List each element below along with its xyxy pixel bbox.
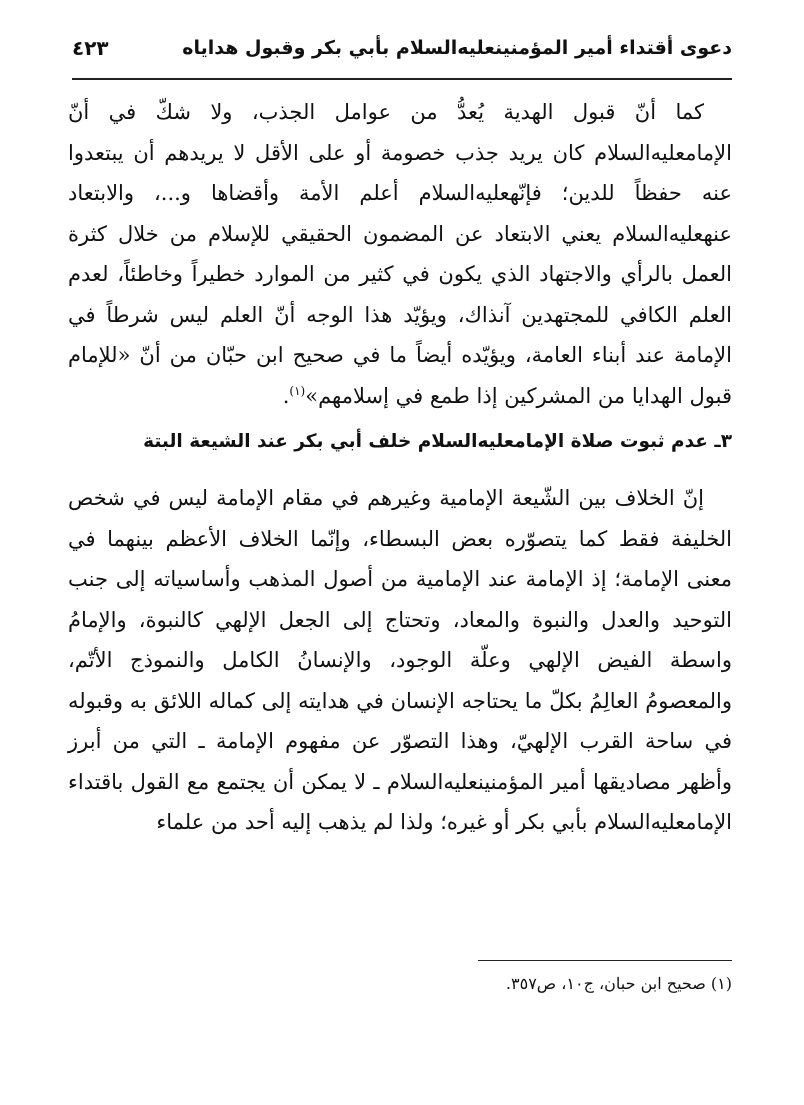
paragraph-1-text: كما أنّ قبول الهدية يُعدُّ من عوامل الجذب، ولا شكّ في أنّ الإمامعليه‌السلام كان يريد جذب خصومة أو على الأقل لا يريدهم أن يبتعدوا عنه حفظاً للدين؛ فإنّهعليه‌السلام أعلم الأمة وأقضاها و...، والابتعاد عنهعليه‌السلام يعني الابتعاد عن المضمون الحقيقي للإسلام من خلال كثرة العمل بالرأي والاجتهاد الذي يكون في كثير من الموارد خطيراً وخاطئاً، لعدم العلم الكافي للمجتهدين آنذاك، ويؤيّد هذا الوجه أنّ العلم ليس شرطاً في الإمامة عند أبناء العامة، ويؤيّده أيضاً ما في صحيح ابن حبّان من أنّ «للإمام قبول الهدايا من المشركين إذا طمع في إسلامهم» xyxy=(68,100,732,408)
paragraph-1 xyxy=(68,92,732,416)
main-text xyxy=(68,92,732,843)
footnote-divider xyxy=(478,960,732,961)
running-title: دعوى أقتداء أمير المؤمنينعليه‌السلام بأبي بكر وقبول هداياه xyxy=(182,37,732,59)
section-heading: ٣ـ عدم ثبوت صلاة الإمامعليه‌السلام خلف أبي بكر عند الشيعة البتة xyxy=(143,431,732,452)
header-divider xyxy=(72,78,732,80)
paragraph-2: إنّ الخلاف بين الشّيعة الإمامية وغيرهم في مقام الإمامة ليس في شخص الخليفة فقط كما يتصوّره بعض البسطاء، وإنّما الخلاف الأعظم بينهما في معنى الإمامة؛ إذ الإمامة عند الإمامية من أصول المذهب وأساسياته إلى جنب التوحيد والعدل والنبوة والمعاد، وتحتاج إلى الجعل الإلهي كالنبوة، والإمامُ واسطة الفيض الإلهي وعلّة الوجود، والإنسانُ الكامل والنموذج الأتّم، والمعصومُ العالِمُ بكلّ ما يحتاجه الإنسان في هدايته إلى كماله اللائق به وقبوله في ساحة القرب الإلهيّ، وهذا التصوّر عن مفهوم الإمامة ـ التي من أبرز وأظهر مصاديقها أمير المؤمنينعليه‌السلام ـ لا يمكن أن يجتمع مع القول باقتداء الإمامعليه‌السلام بأبي بكر أو غيره؛ ولذا لم يذهب إليه أحد من علماء xyxy=(68,486,732,834)
running-header xyxy=(72,28,732,68)
page-number: ٤٢٣ xyxy=(72,36,109,60)
paragraph-1-end: . xyxy=(282,383,290,408)
footnote-reference: (١) xyxy=(289,383,306,398)
footnote-1: (١) صحيح ابن حبان، ج١٠، ص٣٥٧. xyxy=(505,974,732,993)
